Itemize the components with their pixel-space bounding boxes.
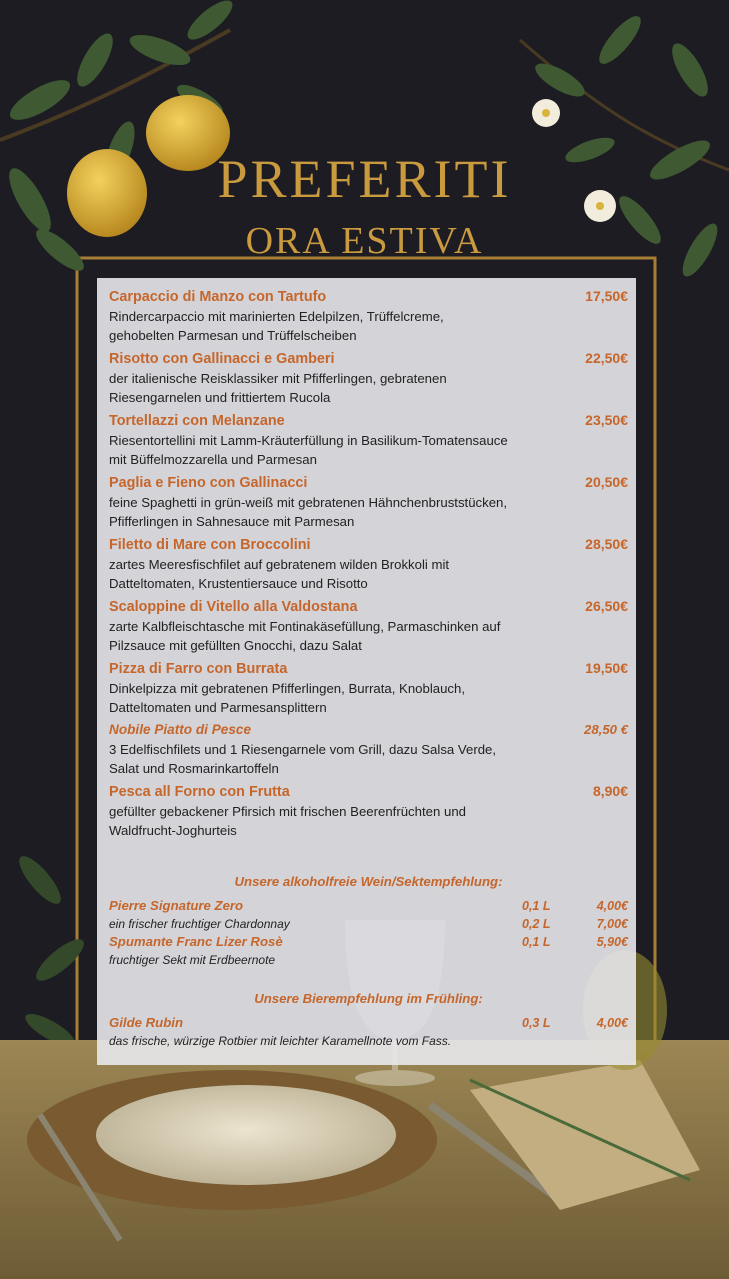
dish-description: zartes Meeresfischfilet auf gebratenem wilden Brokkoli mit [109,557,450,572]
drink-row [109,1032,628,1050]
menu-item [109,472,628,531]
drink-row [109,897,628,915]
dish-description: Salat und Rosmarinkartoffeln [109,761,279,776]
dish-description: Rindercarpaccio mit marinierten Edelpilzen, Trüffelcreme, [109,309,444,324]
menu-item [109,781,628,840]
drink-price: 5,90€ [596,935,628,949]
dish-price: 17,50€ [585,288,628,304]
menu-card [97,278,636,1065]
dish-description: der italienische Reisklassiker mit Pfifferlingen, gebratenen [109,371,447,386]
drink-note: fruchtiger Sekt mit Erdbeernote [109,953,276,967]
dish-price: 28,50 € [584,722,628,737]
drink-price: 4,00€ [596,1016,628,1030]
drink-volume: 0,2 L [522,917,551,931]
drink-price: 7,00€ [596,917,628,931]
dish-name: Filetto di Mare con Broccolini [109,537,311,553]
drink-volume: 0,1 L [522,899,551,913]
drink-row [109,951,628,969]
dish-description: zarte Kalbfleischtasche mit Fontinakäsefüllung, Parmaschinken auf [109,619,501,634]
drink-row [109,933,628,951]
menu-item [109,720,628,778]
menu-item [109,286,628,345]
dish-description: 3 Edelfischfilets und 1 Riesengarnele vom Grill, dazu Salsa Verde, [109,742,497,757]
dish-price: 28,50€ [585,536,628,552]
dish-name: Risotto con Gallinacci e Gamberi [109,351,335,367]
drink-volume: 0,1 L [522,935,551,949]
drink-note: ein frischer fruchtiger Chardonnay [109,917,290,931]
drink-price: 4,00€ [596,899,628,913]
menu-item [109,596,628,655]
dish-name: Carpaccio di Manzo con Tartufo [109,289,327,305]
dish-price: 20,50€ [585,474,628,490]
drink-name: Spumante Franc Lizer Rosè [109,934,283,949]
dish-description: Datteltomaten und Parmesansplittern [109,700,327,715]
dish-description: Waldfrucht-Joghurteis [109,823,237,838]
dish-price: 23,50€ [585,412,628,428]
dish-description: Datteltomaten, Krustentiersauce und Risotto [109,576,368,591]
drink-volume: 0,3 L [522,1016,551,1030]
dish-description: feine Spaghetti in grün-weiß mit gebratenen Hähnchenbruststücken, [109,495,508,510]
menu-item [109,410,628,469]
dish-description: gefüllter gebackener Pfirsich mit frischen Beerenfrüchten und [109,804,466,819]
dish-price: 26,50€ [585,598,628,614]
plate [96,1085,396,1185]
menu-title: PREFERITI [217,149,512,209]
dish-description: Riesengarnelen und frittiertem Rucola [109,390,331,405]
drink-name: Gilde Rubin [109,1015,183,1030]
dish-description: gehobelten Parmesan und Trüffelscheiben [109,328,357,343]
dish-description: Riesentortellini mit Lamm-Kräuterfüllung in Basilikum-Tomatensauce [109,433,508,448]
dish-price: 22,50€ [585,350,628,366]
dish-name: Paglia e Fieno con Gallinacci [109,475,308,491]
beer-heading: Unsere Bierempfehlung im Frühling: [254,991,483,1006]
dish-price: 8,90€ [592,783,628,799]
dish-description: Dinkelpizza mit gebratenen Pfifferlingen, Burrata, Knoblauch, [109,681,466,696]
dish-name: Nobile Piatto di Pesce [109,722,252,737]
menu-item [109,348,628,407]
wine-heading: Unsere alkoholfreie Wein/Sektempfehlung: [234,874,503,889]
dish-description: Pilzsauce mit gefüllten Gnocchi, dazu Salat [109,638,362,653]
drink-name: Pierre Signature Zero [109,898,244,913]
menu-item [109,658,628,717]
drink-row [109,915,628,933]
dish-name: Pesca all Forno con Frutta [109,784,290,800]
dish-name: Scaloppine di Vitello alla Valdostana [109,599,358,615]
dish-name: Tortellazzi con Melanzane [109,413,285,429]
dish-description: mit Büffelmozzarella und Parmesan [109,452,317,467]
drink-row [109,1014,628,1032]
drink-note: das frische, würzige Rotbier mit leichter Karamellnote vom Fass. [109,1034,452,1048]
menu-subtitle: ORA ESTIVA [245,220,484,262]
menu-item [109,534,628,593]
dish-description: Pfifferlingen in Sahnesauce mit Parmesan [109,514,355,529]
dish-name: Pizza di Farro con Burrata [109,661,288,677]
dish-price: 19,50€ [585,660,628,676]
